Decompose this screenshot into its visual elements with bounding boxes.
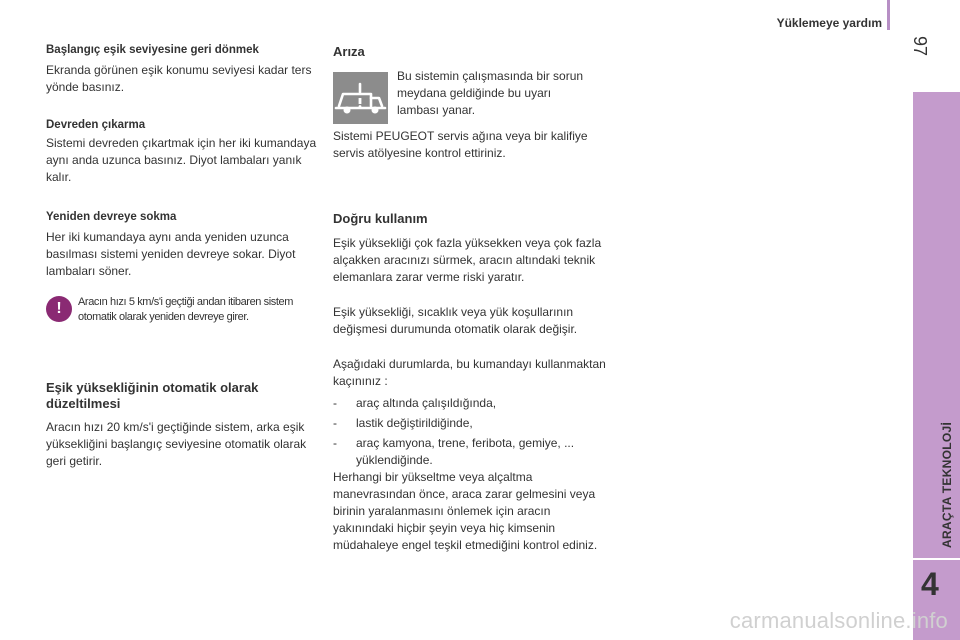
fault-text: Bu sistemin çalışmasında bir sorun meydana geldiğinde bu uyarı lambası yanar. <box>397 69 584 117</box>
section-text-disable: Sistemi devreden çıkartmak için her iki kumandaya aynı anda uzunca basınız. Diyot lambaları yanık kalır. <box>46 136 317 184</box>
section-text-reenable: Her iki kumandaya aynı anda yeniden uzunca basılması sistemi yeniden devreye sokar. Diyot lambaları söner. <box>46 230 296 278</box>
vehicle-suspension-fault-icon <box>333 72 388 124</box>
section-title-disable: Devreden çıkarma <box>46 119 146 131</box>
list-item: - araç kamyona, trene, feribota, gemiye, ... yüklendiğinde. <box>333 435 608 469</box>
correct-use-paragraph-1: Eşik yüksekliği çok fazla yüksekken veya çok fazla alçakken aracınızı sürmek, aracın altındaki teknik elemanlara zarar verme riski yaratır. <box>333 236 602 284</box>
exclamation-icon: ! <box>46 296 72 322</box>
chapter-tab-divider <box>913 558 960 560</box>
list-item: - lastik değiştirildiğinde, <box>333 415 608 432</box>
warning-note <box>46 293 318 329</box>
correct-use-list <box>333 395 608 472</box>
fault-service-text: Sistemi PEUGEOT servis ağına veya bir kalifiye servis atölyesine kontrol ettiriniz. <box>333 129 588 160</box>
correct-use-paragraph-2: Eşik yüksekliği, sıcaklık veya yük koşullarının değişmesi durumunda otomatik olarak değişir. <box>333 305 578 336</box>
correct-use-paragraph-3: Aşağıdaki durumlarda, bu kumandayı kullanmaktan kaçınınız : <box>333 357 606 388</box>
correct-use-paragraph-4: Herhangi bir yükseltme veya alçaltma manevrasından önce, araca zarar gelmesini veya birinin yaralanmasını önlemek için aracın yakınındaki hiçbir şeyin veya hiç kimsenin müdahaleye engel teşkil etmediğini kontrol ediniz. <box>333 470 598 552</box>
list-item: - araç altında çalışıldığında, <box>333 395 608 412</box>
warning-note-text: Aracın hızı 5 km/s'i geçtiği andan itibaren sistem otomatik olarak yeniden devreye girer. <box>78 296 294 323</box>
section-title-auto-correction: Eşik yüksekliğinin otomatik olarak düzeltilmesi <box>46 380 259 411</box>
watermark: carmanualsonline.info <box>729 608 948 633</box>
header-rule <box>887 0 890 30</box>
section-text-auto-correction: Aracın hızı 20 km/s'i geçtiğinde sistem, arka eşik yüksekliğini başlangıç seviyesine otomatik olarak geri getirir. <box>46 420 307 468</box>
section-text-reset: Ekranda görünen eşik konumu seviyesi kadar ters yönde basınız. <box>46 63 312 94</box>
running-header: Yüklemeye yardım <box>776 16 882 30</box>
section-title-correct-use: Doğru kullanım <box>333 211 428 226</box>
page-number: 97 <box>910 36 930 57</box>
section-title-reenable: Yeniden devreye sokma <box>46 211 177 223</box>
chapter-label: ARAÇTA TEKNOLOJİ <box>940 421 954 548</box>
chapter-number: 4 <box>921 566 939 602</box>
section-title-reset: Başlangıç eşik seviyesine geri dönmek <box>46 44 259 56</box>
section-title-fault: Arıza <box>333 44 365 59</box>
